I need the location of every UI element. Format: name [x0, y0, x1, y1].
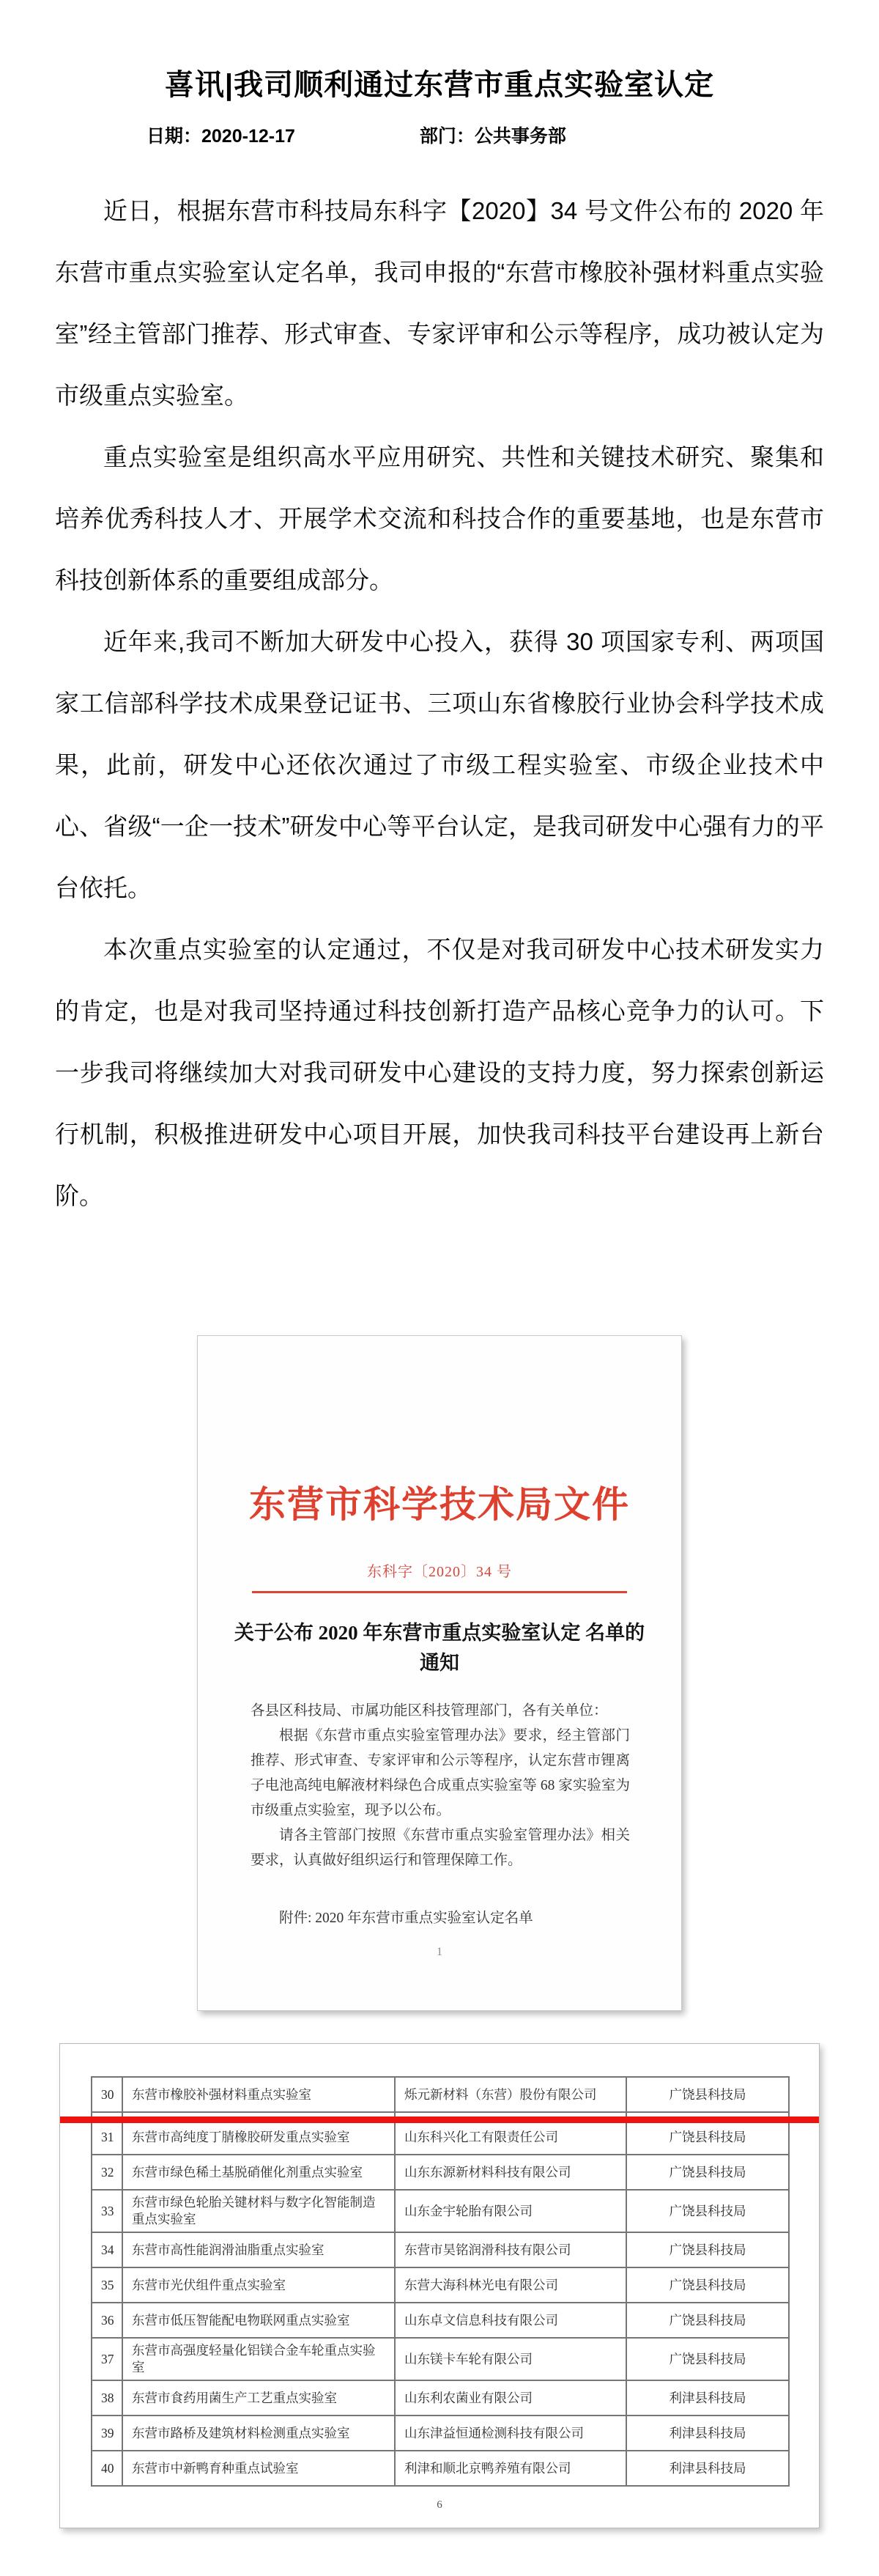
notice-salutation: 各县区科技局、市属功能区科技管理部门，各有关单位： [251, 1703, 608, 1719]
lab-name-cell: 东营市高性能润滑油脂重点实验室 [122, 2232, 395, 2267]
company-name-cell: 山东利农菌业有限公司 [395, 2380, 626, 2416]
lab-name-cell: 东营市食药用菌生产工艺重点实验室 [122, 2380, 395, 2416]
page-title: 喜讯|我司顺利通过东营市重点实验室认定 [164, 69, 715, 101]
row-number-cell: 37 [92, 2338, 122, 2380]
row-number-cell: 32 [92, 2155, 122, 2190]
lab-name-cell: 东营市绿色轮胎关键材料与数字化智能制造重点实验室 [122, 2190, 395, 2232]
article-meta [55, 125, 824, 148]
table-row [92, 2416, 789, 2451]
bureau-cell: 广饶县科技局 [626, 2338, 789, 2380]
table-row [92, 2303, 789, 2338]
row-number-cell: 40 [92, 2451, 122, 2486]
table-page-number: 6 [437, 2499, 442, 2511]
company-name-cell: 山东镁卡车轮有限公司 [395, 2338, 626, 2380]
red-highlight-line [60, 2116, 819, 2123]
bureau-cell: 广饶县科技局 [626, 2267, 789, 2303]
row-number-cell: 34 [92, 2232, 122, 2267]
lab-table-wrap [91, 2076, 788, 2487]
lab-name-cell: 东营市中新鸭育种重点试验室 [122, 2451, 395, 2486]
notice-attachment-line: 附件: 2020 年东营市重点实验室认定名单 [279, 1911, 533, 1926]
document-page-number: 1 [437, 1946, 442, 1958]
document-red-header: 东营市科学技术局文件 [249, 1484, 630, 1525]
company-name-cell: 东营市昊铭润滑科技有限公司 [395, 2232, 626, 2267]
lab-table [91, 2076, 790, 2487]
notice-body [251, 1699, 630, 1873]
company-name-cell: 东营大海科林光电有限公司 [395, 2267, 626, 2303]
lab-name-cell: 东营市高强度轻量化铝镁合金车轮重点实验室 [122, 2338, 395, 2380]
bureau-cell: 利津县科技局 [626, 2416, 789, 2451]
table-row [92, 2155, 789, 2190]
bureau-cell: 广饶县科技局 [626, 2232, 789, 2267]
lab-name-cell: 东营市低压智能配电物联网重点实验室 [122, 2303, 395, 2338]
row-number-cell: 33 [92, 2190, 122, 2232]
notice-paragraph-2: 请各主管部门按照《东营市重点实验室管理办法》相关要求，认真做好组织运行和管理保障工作。 [251, 1828, 630, 1868]
table-row [92, 2451, 789, 2486]
bureau-cell: 广饶县科技局 [626, 2303, 789, 2338]
bureau-cell: 利津县科技局 [626, 2380, 789, 2416]
row-number-cell: 30 [92, 2077, 122, 2112]
lab-list-table-scan [59, 2043, 820, 2528]
lab-name-cell: 东营市高纯度丁腈橡胶研发重点实验室 [122, 2119, 395, 2155]
table-row [92, 2119, 789, 2155]
company-name-cell: 烁元新材料（东营）股份有限公司 [395, 2077, 626, 2112]
lab-name-cell: 东营市路桥及建筑材料检测重点实验室 [122, 2416, 395, 2451]
row-number-cell: 36 [92, 2303, 122, 2338]
row-number-cell: 35 [92, 2267, 122, 2303]
table-row [92, 2267, 789, 2303]
bureau-cell: 广饶县科技局 [626, 2077, 789, 2112]
bureau-cell: 利津县科技局 [626, 2451, 789, 2486]
notice-title: 关于公布 2020 年东营市重点实验室认定 名单的通知 [234, 1622, 645, 1674]
row-number-cell: 38 [92, 2380, 122, 2416]
official-document-scan [197, 1335, 682, 2011]
bureau-cell: 广饶县科技局 [626, 2190, 789, 2232]
lab-name-cell: 东营市橡胶补强材料重点实验室 [122, 2077, 395, 2112]
article-paragraph-4: 本次重点实验室的认定通过，不仅是对我司研发中心技术研发实力的肯定，也是对我司坚持通过科技创新打造产品核心竞争力的认可。下一步我司将继续加大对我司研发中心建设的支持力度，努力探索创新运行机制，积极推进研发中心项目开展，加快我司科技平台建设再上新台阶。 [55, 936, 824, 1209]
article-paragraph-1: 近日，根据东营市科技局东科字【2020】34 号文件公布的 2020 年东营市重点实验室认定名单，我司申报的“东营市橡胶补强材料重点实验室”经主管部门推荐、形式审查、专家评审和公示等程序，成功被认定为市级重点实验室。 [55, 197, 824, 409]
document-red-rule [252, 1591, 627, 1593]
article-date: 日期：2020-12-17 [146, 126, 295, 147]
lab-name-cell: 东营市光伏组件重点实验室 [122, 2267, 395, 2303]
table-row [92, 2338, 789, 2380]
bureau-cell: 广饶县科技局 [626, 2119, 789, 2155]
table-row [92, 2232, 789, 2267]
company-name-cell: 利津和顺北京鸭养殖有限公司 [395, 2451, 626, 2486]
table-row [92, 2380, 789, 2416]
table-row [92, 2190, 789, 2232]
table-row [92, 2077, 789, 2112]
company-name-cell: 山东科兴化工有限责任公司 [395, 2119, 626, 2155]
company-name-cell: 山东卓文信息科技有限公司 [395, 2303, 626, 2338]
row-number-cell: 39 [92, 2416, 122, 2451]
article-paragraph-2: 重点实验室是组织高水平应用研究、共性和关键技术研究、聚集和培养优秀科技人才、开展学术交流和科技合作的重要基地，也是东营市科技创新体系的重要组成部分。 [55, 443, 824, 594]
company-name-cell: 山东金宇轮胎有限公司 [395, 2190, 626, 2232]
article-department: 部门：公共事务部 [419, 126, 566, 147]
notice-paragraph-1: 根据《东营市重点实验室管理办法》要求，经主管部门推荐、形式审查、专家评审和公示等程序，认定东营市锂离子电池高纯电解液材料绿色合成重点实验室等 68 家实验室为市级重点实验室，现予以公布。 [251, 1728, 630, 1818]
bureau-cell: 广饶县科技局 [626, 2155, 789, 2190]
article-paragraph-3: 近年来,我司不断加大研发中心投入，获得 30 项国家专利、两项国家工信部科学技术成果登记证书、三项山东省橡胶行业协会科学技术成果，此前，研发中心还依次通过了市级工程实验室、市级企业技术中心、省级“一企一技术”研发中心等平台认定，是我司研发中心强有力的平台依托。 [55, 628, 824, 901]
lab-name-cell: 东营市绿色稀土基脱硝催化剂重点实验室 [122, 2155, 395, 2190]
company-name-cell: 山东津益恒通检测科技有限公司 [395, 2416, 626, 2451]
document-number: 东科字〔2020〕34 号 [367, 1564, 512, 1580]
company-name-cell: 山东东源新材料科技有限公司 [395, 2155, 626, 2190]
row-number-cell: 31 [92, 2119, 122, 2155]
